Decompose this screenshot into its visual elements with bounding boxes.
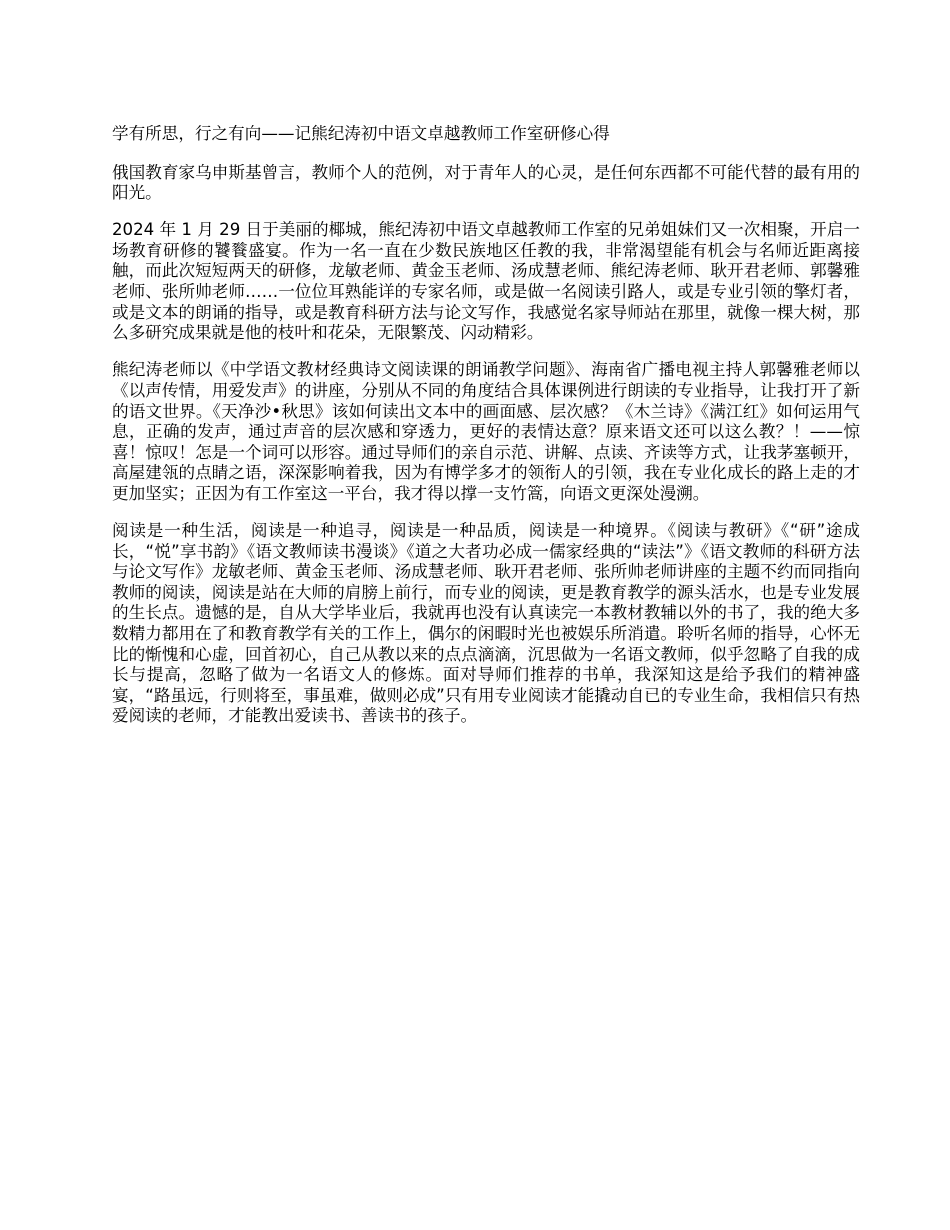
paragraph-event: 2024 年 1 月 29 日于美丽的椰城，熊纪涛初中语文卓越教师工作室的兄弟姐妹们又一次相聚，开启一场教育研修的饕餮盛宴。作为一名一直在少数民族地区任教的我，非常渴望能有机会与名师近距离接触，而此次短短两天的研修，龙敏老师、黄金玉老师、汤成慧老师、熊纪涛老师、耿开君老师、郭馨雅老师、张所帅老师……一位位耳熟能详的专家名师，或是做一名阅读引路人，或是专业引领的擎灯者，或是文本的朗诵的指导，或是教育科研方法与论文写作，我感觉名家导师站在那里，就像一棵大树，那么多研究成果就是他的枝叶和花朵，无限繁茂、闪动精彩。	[112, 220, 860, 343]
paragraph-recitation: 熊纪涛老师以《中学语文教材经典诗文阅读课的朗诵教学问题》、海南省广播电视主持人郭馨雅老师以《以声传情，用爱发声》的讲座，分别从不同的角度结合具体课例进行朗读的专业指导，让我打开了新的语文世界。《天净沙•秋思》该如何读出文本中的画面感、层次感？《木兰诗》《满江红》如何运用气息，正确的发声，通过声音的层次感和穿透力，更好的表情达意？原来语文还可以这么教？！——惊喜！惊叹！怎是一个词可以形容。通过导师们的亲自示范、讲解、点读、齐读等方式，让我茅塞顿开，高屋建瓴的点睛之语，深深影响着我，因为有博学多才的领衔人的引领，我在专业化成长的路上走的才更加坚实；正因为有工作室这一平台，我才得以撑一支竹篙，向语文更深处漫溯。	[112, 360, 860, 503]
paragraph-reading: 阅读是一种生活，阅读是一种追寻，阅读是一种品质，阅读是一种境界。《阅读与教研》《“研”途成长，“悦”享书韵》《语文教师读书漫谈》《道之大者功必成一儒家经典的“读法”》《语文教师的科研方法与论文写作》龙敏老师、黄金玉老师、汤成慧老师、耿开君老师、张所帅老师讲座的主题不约而同指向教师的阅读，阅读是站在大师的肩膀上前行，而专业的阅读，更是教育教学的源头活水，也是专业发展的生长点。遗憾的是，自从大学毕业后，我就再也没有认真读完一本教材教辅以外的书了，我的绝大多数精力都用在了和教育教学有关的工作上，偶尔的闲暇时光也被娱乐所消遣。聆听名师的指导，心怀无比的惭愧和心虚，回首初心，自己从教以来的点点滴滴，沉思做为一名语文教师，似乎忽略了自我的成长与提高，忽略了做为一名语文人的修炼。面对导师们推荐的书单，我深知这是给予我们的精神盛宴，“路虽远，行则将至，事虽难，做则必成”只有用专业阅读才能撬动自已的专业生命，我相信只有热爱阅读的老师，才能教出爱读书、善读书的孩子。	[112, 521, 860, 726]
document-title: 学有所思，行之有向——记熊纪涛初中语文卓越教师工作室研修心得	[112, 124, 610, 143]
paragraph-quote: 俄国教育家乌申斯基曾言，教师个人的范例，对于青年人的心灵，是任何东西都不可能代替的最有用的阳光。	[112, 162, 860, 203]
document-page	[112, 124, 860, 743]
